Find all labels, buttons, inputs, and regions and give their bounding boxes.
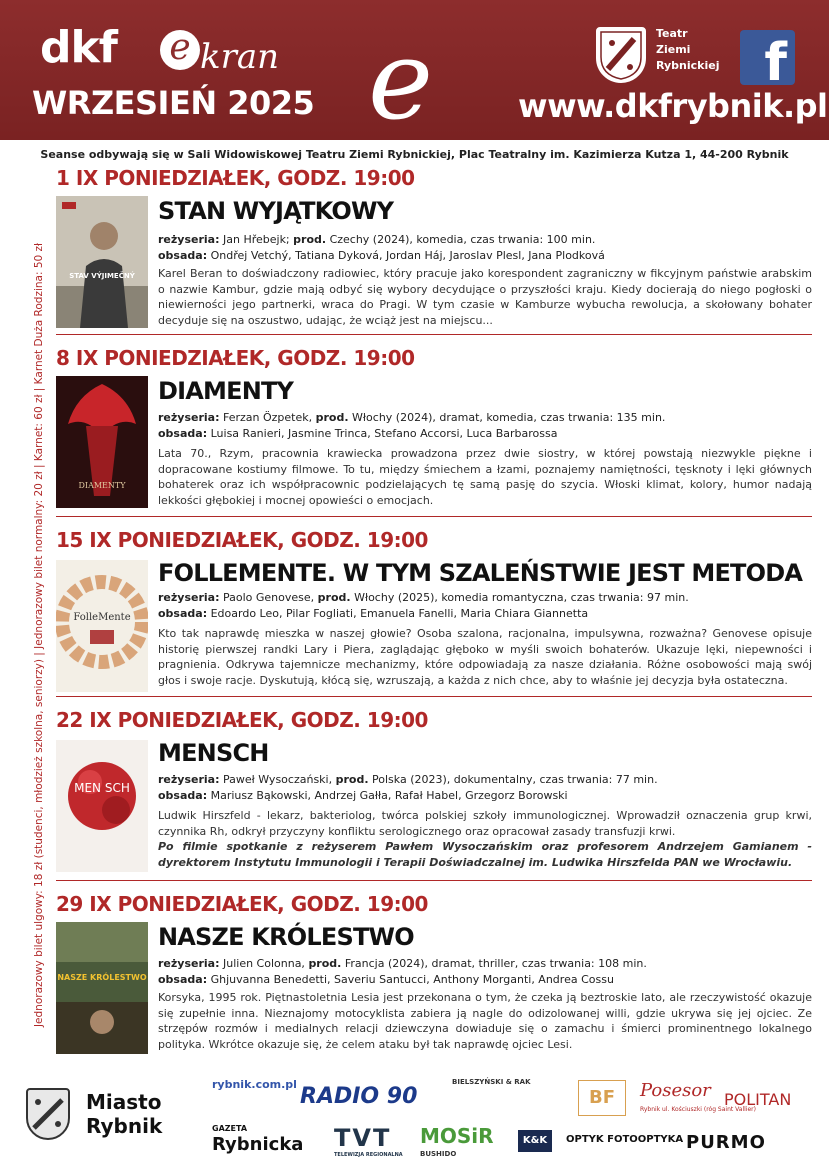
director-label: reżyseria: [158, 773, 220, 786]
film-title: MENSCH [158, 739, 269, 767]
gazeta-label: GAZETA [212, 1124, 248, 1133]
miasto-rybnik [86, 1090, 162, 1138]
divider [56, 516, 812, 517]
film-poster [56, 560, 148, 692]
film-poster [56, 922, 148, 1054]
film-entry [56, 346, 812, 518]
film-title: STAN WYJĄTKOWY [158, 197, 394, 225]
director: Paweł Wysoczański, [222, 773, 333, 786]
production: Włochy (2024), dramat, komedia, czas trwania: 135 min. [352, 411, 666, 424]
poster-title: NASZE KRÓLESTWO [57, 973, 147, 982]
cast: Mariusz Bąkowski, Andrzej Gałła, Rafał Habel, Grzegorz Borowski [210, 789, 568, 802]
divider [56, 696, 812, 697]
poster-title: FolleMente [73, 612, 131, 623]
cast: Ghjuvanna Benedetti, Saveriu Santucci, Anthony Morganti, Andrea Cossu [210, 973, 614, 986]
bf-logo: BF [578, 1080, 626, 1116]
film-entry [56, 528, 812, 698]
director-label: reżyseria: [158, 591, 220, 604]
facebook-icon[interactable] [740, 30, 795, 93]
poster-title: STAV VÝJIMEČNÝ [69, 272, 135, 280]
production: Włochy (2025), komedia romantyczna, czas trwania: 97 min. [354, 591, 689, 604]
film-entry [56, 892, 812, 1062]
cast-label: obsada: [158, 973, 208, 986]
film-date: 8 IX PONIEDZIAŁEK, GODZ. 19:00 [56, 346, 415, 370]
prod-label: prod. [317, 591, 351, 604]
posesor-address: Rybnik ul. Kościuszki (róg Saint Vallier) [640, 1106, 756, 1113]
film-credits [158, 232, 812, 264]
film-credits [158, 956, 812, 988]
politan-logo: POLITAN [724, 1090, 792, 1109]
film-entry [56, 166, 812, 338]
film-description: Karel Beran to doświadczony radiowiec, który pracuje jako korespondent zagraniczny w fikcyjnym państwie arabskim o nazwie Kambur, gdzie mają odbyć się wybory decydujące o przyszłości kraju. Kiedy docierają do niego pogłoski o niewierności jego partnerki, wraca do Pragi. W tym czasie w Kamburze wybucha rewolucja, a skołowany bohater decyduje się na oszustwo, udając, że wciąż jest na miejscu... [158, 267, 812, 327]
website-url[interactable]: www.dkfrybnik.pl [518, 87, 828, 125]
film-credits [158, 590, 812, 622]
cast: Luisa Ranieri, Jasmine Trinca, Stefano Accorsi, Luca Barbarossa [210, 427, 558, 440]
month-title: WRZESIEŃ 2025 [32, 84, 315, 122]
kk-logo: K&K [518, 1130, 552, 1152]
film-poster [56, 196, 148, 328]
divider [56, 334, 812, 335]
film-poster [56, 376, 148, 508]
teatr-crest-icon [596, 27, 646, 83]
prod-label: prod. [293, 233, 327, 246]
film-date: 15 IX PONIEDZIAŁEK, GODZ. 19:00 [56, 528, 428, 552]
film-date: 22 IX PONIEDZIAŁEK, GODZ. 19:00 [56, 708, 428, 732]
film-title: NASZE KRÓLESTWO [158, 923, 414, 951]
teatr-label [656, 26, 719, 74]
cast-label: obsada: [158, 607, 208, 620]
teatr-line-3: Rybnickiej [656, 59, 720, 72]
mosir-logo: MOSiR [420, 1124, 494, 1148]
director-label: reżyseria: [158, 411, 220, 424]
film-description: Korsyka, 1995 rok. Piętnastoletnia Lesia jest przekonana o tym, że czeka ją beztroskie lato, ale rzeczywistość okazuje się zupełnie inna. Nieznajomy motocyklista zabiera ją nagle do odizolowanej willi, gdzie ukrywa się jej ojciec. Ze strzępów rozmów i medialnych relacji dziewczyna dowiaduje się o zamachu i śmierci prominentnego lokalnego polityka. Wkrótce okazuje się, że celem ataku był tak naprawdę ojciec Lesi. [158, 991, 812, 1051]
poster-title: DIAMENTY [78, 481, 126, 490]
film-description [158, 808, 812, 870]
film-title: FOLLEMENTE. W TYM SZALEŃSTWIE JEST METODA [158, 559, 803, 587]
meeting-note: Po filmie spotkanie z reżyserem Pawłem Wysoczańskim oraz profesorem Andrzejem Gamianem - dyrektorem Instytutu Immunologii i Terapii Doświadczalnej im. Ludwika Hirszfelda PAN we Wrocławiu. [158, 840, 812, 869]
poster-title: MEN SCH [74, 781, 130, 795]
dkf-logo-text: dkf [40, 22, 117, 73]
divider [56, 880, 812, 881]
radio90-logo: RADIO 90 [300, 1084, 418, 1109]
cast-label: obsada: [158, 427, 208, 440]
production: Polska (2023), dokumentalny, czas trwania: 77 min. [372, 773, 658, 786]
description-text: Ludwik Hirszfeld - lekarz, bakteriolog, twórca polskiej szkoły immunologicznej. Wprowadził oznaczenia grup krwi, czynnika Rh, odkrył przyczyny konfliktu serologicznego oraz opracował zasady transfuzji krwi. [158, 809, 812, 838]
film-date: 29 IX PONIEDZIAŁEK, GODZ. 19:00 [56, 892, 428, 916]
film-date: 1 IX PONIEDZIAŁEK, GODZ. 19:00 [56, 166, 415, 190]
posesor-logo: Posesor [640, 1080, 711, 1101]
director: Ferzan Özpetek, [222, 411, 313, 424]
cast-label: obsada: [158, 789, 208, 802]
film-description: Kto tak naprawdę mieszka w naszej głowie? Osoba szalona, racjonalna, impulsywna, rozważna? Genovese opisuje historię pierwszej randki Lary i Piera, zaglądając głęboko w myśli swoich bohaterów. Ukazuje lęki, niepewności i pragnienia. Odkrywa tajemnicze mechanizmy, które odpowiadają za nasze działania. Różne osobowości mają swój głos i swoje racje. Dyskutują, kłócą się, wzruszają, a każda z nich chce, aby to właśnie jej decyzja była ostateczna. [158, 627, 812, 687]
prod-label: prod. [308, 957, 342, 970]
header-banner [0, 0, 829, 144]
director: Paolo Genovese, [222, 591, 315, 604]
cast: Ondřej Vetchý, Tatiana Dyková, Jordan Háj, Jaroslav Plesl, Jana Plodková [210, 249, 605, 262]
film-poster [56, 740, 148, 872]
miasto-line-2: Rybnik [86, 1114, 163, 1138]
director: Jan Hřebejk; [222, 233, 290, 246]
purmo-logo: PURMO [686, 1132, 766, 1153]
sponsors-strip [0, 1070, 829, 1174]
film-entry [56, 708, 812, 880]
director-label: reżyseria: [158, 957, 220, 970]
prod-label: prod. [335, 773, 369, 786]
ticket-prices-text: Jednorazowy bilet ulgowy: 18 zł (studenci, młodzież szkolna, seniorzy) | Jednorazowy bilet normalny: 20 zł | Karnet: 60 zł | Karnet Duża Rodzina: 50 zł [33, 242, 45, 1028]
director: Julien Colonna, [222, 957, 305, 970]
miasto-line-1: Miasto [86, 1090, 162, 1114]
rybnik-crest-icon [26, 1088, 70, 1140]
film-description: Lata 70., Rzym, pracownia krawiecka prowadzona przez dwie siostry, w której powstają niezwykle piękne i dopracowane kostiumy filmowe. To tu, między śmiechem a łzami, poznajemy namiętności, tęsknoty i lęki głównych bohaterek oraz ich współpracownic podzielających tę samą pasję do szycia. Włoski klimat, kolory, humor nadają lekkości głębokiej i mocnej opowieści o emocjach. [158, 447, 812, 507]
tvt-subtitle: TELEWIZJA REGIONALNA [334, 1152, 403, 1158]
prod-label: prod. [315, 411, 349, 424]
ekran-e-logo: e [368, 16, 434, 144]
rybnik-com-logo: rybnik.com.pl [212, 1078, 297, 1091]
venue-info: Seanse odbywają się w Sali Widowiskowej Teatru Ziemi Rybnickiej, Plac Teatralny im. Kazimierza Kutza 1, 44-200 Rybnik [40, 148, 789, 161]
teatr-line-1: Teatr [656, 27, 688, 40]
cast: Edoardo Leo, Pilar Fogliati, Emanuela Fanelli, Maria Chiara Giannetta [210, 607, 589, 620]
dkf-logo-e: e [160, 30, 200, 70]
facebook-glyph: f [764, 33, 787, 93]
film-credits [158, 410, 812, 442]
optyk-logo: OPTYK FOTOOPTYKA [566, 1134, 684, 1145]
film-title: DIAMENTY [158, 377, 294, 405]
bielszynski-logo: BIELSZYŃSKI & RAK [452, 1078, 531, 1086]
tvt-logo: TVT [334, 1124, 392, 1152]
production: Francja (2024), dramat, thriller, czas trwania: 108 min. [344, 957, 647, 970]
teatr-line-2: Ziemi [656, 43, 691, 56]
film-credits [158, 772, 812, 804]
production: Czechy (2024), komedia, czas trwania: 100 min. [329, 233, 596, 246]
ticket-prices [30, 210, 48, 1060]
dkf-logo-kran: kran [200, 37, 280, 77]
cast-label: obsada: [158, 249, 208, 262]
director-label: reżyseria: [158, 233, 220, 246]
gazeta-rybnicka-logo: Rybnicka [212, 1134, 304, 1155]
bushido-logo: BUSHIDO [420, 1150, 457, 1158]
